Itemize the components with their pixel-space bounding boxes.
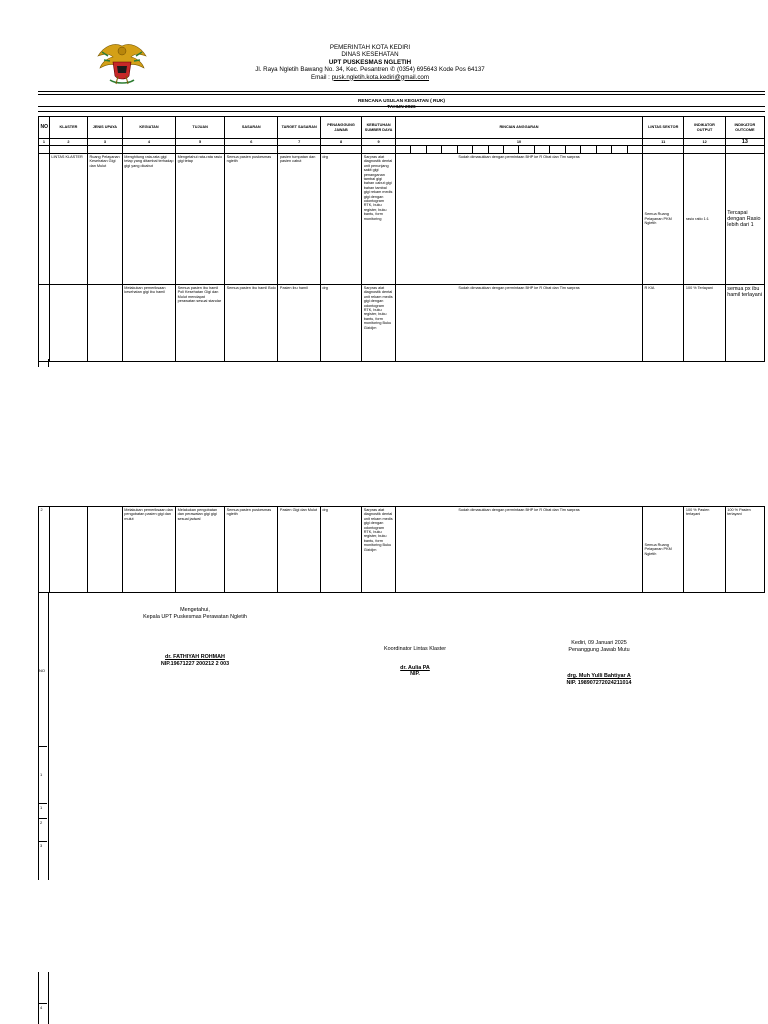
header-indikator-outcome: INDIKATOR OUTCOME	[725, 117, 764, 139]
row1-penanggung-jawab: drg	[320, 154, 361, 285]
row3-jenis-upaya	[87, 507, 122, 593]
letterhead-department: DINAS KESEHATAN	[341, 51, 399, 59]
row2-kegiatan: Melakukan pemeriksaan kesehatan gigi ibu hamil	[122, 285, 175, 362]
colnum-10: 10	[395, 139, 642, 146]
colnum-5: 5	[176, 139, 225, 146]
row1-target: pasien tumpatan dan pasien cabut	[278, 154, 320, 285]
signature-mengetahui: Mengetahui,	[180, 607, 210, 613]
email-label: Email :	[310, 73, 332, 81]
margin-number: 1	[40, 805, 43, 810]
sub-cell	[278, 146, 320, 154]
header-kegiatan: KEGIATAN	[122, 117, 175, 139]
margin-line	[48, 972, 49, 1024]
margin-line	[48, 592, 49, 880]
title-rule	[38, 106, 765, 107]
sub-cell	[643, 146, 684, 154]
row2-sasaran: Semua pasien ibu hamil Bolo	[225, 285, 278, 362]
row2-tujuan: Semua pasien ibu hamil Poli Kesehatan Gigi dan Mulut mendapat perawatan sesuai standar	[176, 285, 225, 362]
letterhead-institution: UPT PUSKESMAS NGLETIH	[328, 58, 412, 66]
row1-indikator-output: rasio ratio 1:1	[684, 154, 725, 285]
row3-klaster	[49, 507, 87, 593]
budget-subcolumn-row	[39, 146, 765, 154]
colnum-2: 2	[49, 139, 87, 146]
colnum-11: 11	[643, 139, 684, 146]
email-link[interactable]: pusk.ngletih.kota.kediri@gmail.com	[331, 73, 430, 81]
row2-sumber-daya: Sarpras alat diagnostik dental unit rekam medis gigi dengan odontogram RTK, buku register, buku bantu, form monitoring Buku Gizidjm	[362, 285, 396, 362]
colnum-7: 7	[278, 139, 320, 146]
row2-rincian-anggaran: Sudah dimasukkan dengan permintaan BHP ke R Obat dan Tim sarpras	[395, 285, 642, 362]
row1-klaster: LINTAS KLASTER	[49, 154, 87, 285]
colnum-3: 3	[87, 139, 122, 146]
table-stub-line	[48, 359, 49, 367]
row1-tujuan: Mengetahui rata-rata rasio gigi tetap	[176, 154, 225, 285]
document-title-text: RENCANA USULAN KEGIATAN ( RUK)	[357, 99, 446, 104]
row1-sumber-daya: Sarpras alat diagnostik dental unit penunjang sakit gigi penanganan tambal gigi bahan cabut gigi bahan tambal gigi rekam medis gigi dengan odontogram RTK, buku register, buku bantu, form monitoring	[362, 154, 396, 285]
sub-cell	[684, 146, 725, 154]
colnum-13: 13	[725, 139, 764, 146]
sub-cell	[49, 146, 87, 154]
margin-line	[38, 972, 39, 1024]
margin-line	[38, 592, 39, 880]
sub-cell	[122, 146, 175, 154]
colnum-4: 4	[122, 139, 175, 146]
row3-target: Pasien Gigi dan Mulut	[278, 507, 320, 593]
sub-cell	[725, 146, 764, 154]
signature-koordinator	[360, 646, 470, 678]
row2-penanggung-jawab: drg	[320, 285, 361, 362]
signature-pj-mutu	[536, 640, 662, 686]
table-row	[39, 285, 765, 362]
sub-cell	[362, 146, 396, 154]
row1-kegiatan: Menghitung rata-rata gigi tetap yang ditambal terhadap gigi yang dicabut	[122, 154, 175, 285]
header-rincian-anggaran: RINCIAN ANGGARAN	[395, 117, 642, 139]
row1-sasaran: Semua pasien puskesmas ngletih	[225, 154, 278, 285]
sub-cell	[176, 146, 225, 154]
margin-tick	[39, 803, 47, 804]
margin-tick	[39, 818, 47, 819]
sub-cell	[320, 146, 361, 154]
title-rule-lower	[38, 111, 765, 112]
header-no: NO	[39, 117, 50, 139]
signature-kepala-title: Kepala UPT Puskesmas Perawatan Ngletih	[143, 613, 247, 620]
row3-lintas-sektor: Semua Ruang Pelayanan PKM Ngletih	[643, 507, 684, 593]
header-jenis-upaya: JENIS UPAYA	[87, 117, 122, 139]
header-klaster: KLASTER	[49, 117, 87, 139]
signature-kepala-name: dr. FATHIYAH ROHMAH	[165, 654, 225, 661]
kota-kediri-emblem-icon	[96, 40, 148, 88]
header-penanggung-jawab: PENANGGUNG JAWAB	[320, 117, 361, 139]
margin-number: 4	[40, 1005, 43, 1010]
signature-kepala	[120, 607, 270, 667]
column-number-row	[39, 139, 765, 146]
letterhead-government: PEMERINTAH KOTA KEDIRI	[329, 44, 411, 51]
header-lintas-sektor: LINTAS SEKTOR	[643, 117, 684, 139]
signature-koordinator-name: dr. Aulia PA	[400, 664, 430, 671]
table-row	[39, 507, 765, 593]
row3-tujuan: Melakukan pengobatan dan perawatan gigi gigi sesuai jadwal	[176, 507, 225, 593]
signature-koordinator-nip: NIP.	[410, 671, 420, 678]
signature-pj-name: drg. Muh Yulli Bahtiyar A	[567, 673, 631, 680]
ruk-table-continued	[38, 506, 765, 593]
row3-penanggung-jawab: drg	[320, 507, 361, 593]
header-tujuan: TUJUAN	[176, 117, 225, 139]
signature-date: Kediri, 09 Januari 2025	[571, 640, 627, 646]
row1-rincian-anggaran: Sudah dimasukkan dengan permintaan BHP ke R Obat dan Tim sarpras	[395, 154, 642, 285]
margin-number: 3	[40, 843, 43, 848]
header-indikator-output: INDIKATOR OUTPUT	[684, 117, 725, 139]
header-sasaran: SASARAN	[225, 117, 278, 139]
row3-indikator-outcome: 100 % Pasien terlayani	[725, 507, 764, 593]
row3-kegiatan: Melakukan pemeriksaan dan pengobatan pasien gigi dan mulut	[122, 507, 175, 593]
budget-subcell-strip	[396, 146, 642, 153]
row2-target: Pasien ibu hamil	[278, 285, 320, 362]
sub-cell	[225, 146, 278, 154]
letterhead-rule	[38, 91, 765, 92]
row2-lintas-sektor: R KIA	[643, 285, 684, 362]
colnum-1: 1	[39, 139, 50, 146]
row2-no	[39, 285, 50, 362]
margin-number: 2	[40, 820, 43, 825]
signature-kepala-nip: NIP.19671227 200212 2 003	[160, 660, 230, 667]
colnum-8: 8	[320, 139, 361, 146]
row3-rincian-anggaran: Sudah dimasukkan dengan permintaan BHP ke R Obat dan Tim sarpras	[395, 507, 642, 593]
document-year: TAHUN 2026	[387, 104, 416, 110]
row2-indikator-outcome: semua px ibu hamil terlayani	[725, 285, 764, 362]
header-target-sasaran: TARGET SASARAN	[278, 117, 320, 139]
colnum-6: 6	[225, 139, 278, 146]
row3-sumber-daya: Sarpras alat diagnostik dental unit rekam medis gigi dengan odontogram RTK, buku register, buku bantu, form monitoring Buku Gizidjm	[362, 507, 396, 593]
row2-indikator-output: 100 % Terlayani	[684, 285, 725, 362]
margin-tick	[39, 841, 47, 842]
row3-indikator-output: 100 % Pasien terlayani	[684, 507, 725, 593]
colnum-12: 12	[684, 139, 725, 146]
document-title	[38, 99, 765, 110]
signature-pj-title: Penanggung Jawab Mutu	[568, 646, 630, 653]
row1-indikator-outcome: Tercapai dengan Rasio lebih dari 1	[725, 154, 764, 285]
budget-subcells	[395, 146, 642, 154]
ruk-table	[38, 116, 765, 362]
signature-pj-nip: NIP. 198907272024211014	[566, 679, 632, 686]
margin-no-label: NO	[39, 668, 45, 673]
sub-cell	[39, 146, 50, 154]
row1-jenis-upaya: Ruang Pelayanan Kesehatan Gigi dan Mulut	[87, 154, 122, 285]
signature-koordinator-title: Koordinator Lintas Klaster	[383, 646, 447, 652]
margin-tick	[39, 1003, 47, 1004]
margin-number: 1	[40, 772, 43, 777]
header-kebutuhan-sumber-daya: KEBUTUHAN SUMBER DAYA	[362, 117, 396, 139]
row3-no: 2	[39, 507, 50, 593]
row2-jenis-upaya	[87, 285, 122, 362]
row1-lintas-sektor: Semua Ruang Pelayanan PKM Ngletih	[643, 154, 684, 285]
letterhead-address: Jl. Raya Ngletih Bawang No. 34, Kec. Pesantren ✆ (0354) 695643 Kode Pos 64137	[255, 66, 485, 74]
table-stub-line	[38, 359, 39, 367]
row2-klaster	[49, 285, 87, 362]
table-row	[39, 154, 765, 285]
table-header-row	[39, 117, 765, 139]
colnum-9: 9	[362, 139, 396, 146]
letterhead	[220, 44, 520, 81]
sub-cell	[87, 146, 122, 154]
letterhead-rule-thin	[38, 94, 765, 95]
letterhead-email-line	[220, 74, 520, 81]
row3-sasaran: Semua pasien puskesmas ngletih	[225, 507, 278, 593]
row1-no	[39, 154, 50, 285]
margin-tick	[39, 746, 47, 747]
